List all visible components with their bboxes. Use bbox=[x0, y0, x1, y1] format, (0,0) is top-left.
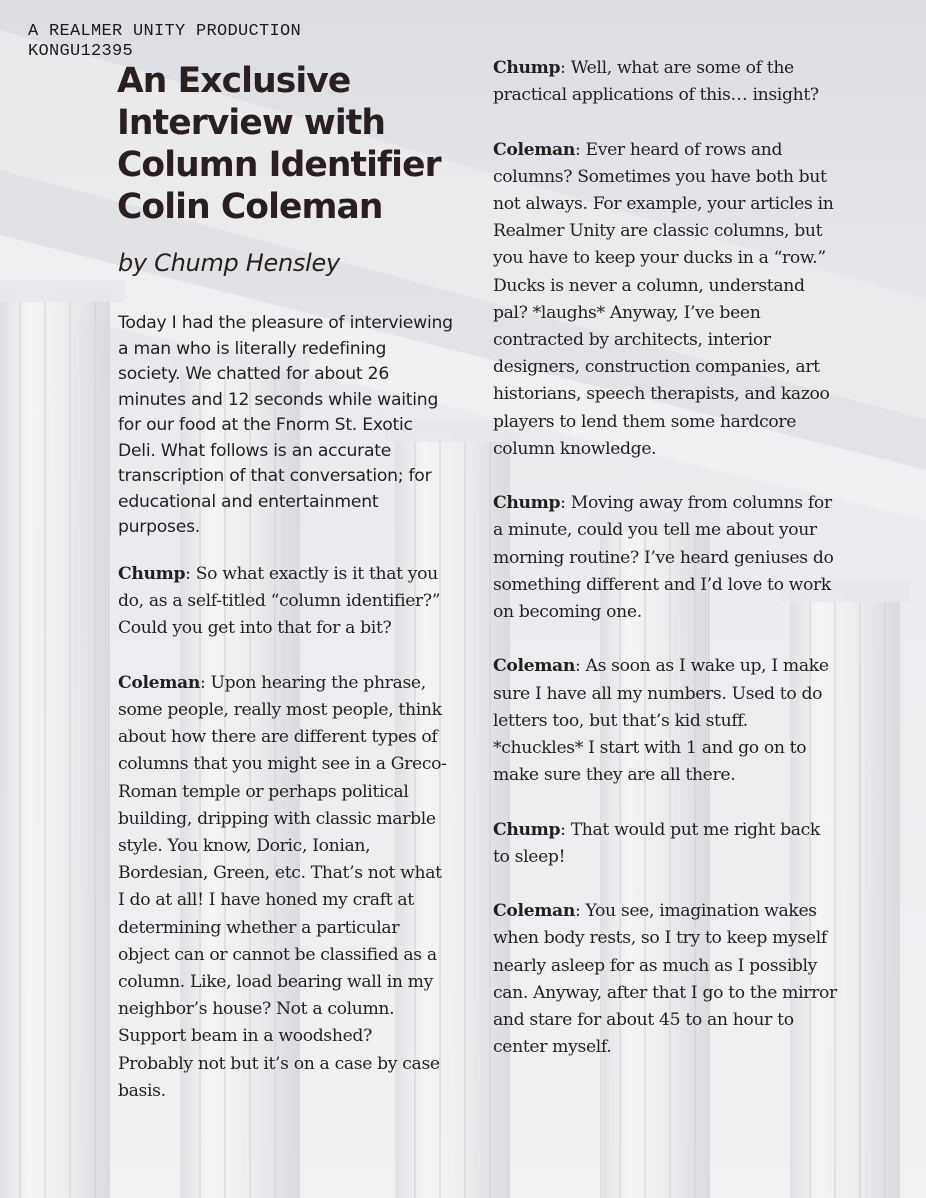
article-intro: Today I had the pleasure of interviewing a man who is literally redefining society. We chatted for about 26 minutes and 12 seconds while waiting for our food at the Fnorm St. Exotic Deli. What follows is an accurate transcription of that conversation; for educational and entertainment purposes. bbox=[118, 313, 453, 537]
dialogue-text: : Upon hearing the phrase, some people, really most people, think about how there are different types of columns that you might see in a Greco-Roman temple or perhaps political building, dripping with classic marble style. You know, Doric, Ionian, Bordesian, Green, etc. That’s not what I do at all! I have honed my craft at determining whether a particular object can or cannot be classified as a column. Like, load bearing wall in my neighbor’s house? Not a column. Support beam in a woodshed? Probably not but it’s on a case by case basis. bbox=[118, 672, 447, 1101]
stamp-line-code: KONGU12395 bbox=[28, 42, 134, 61]
production-stamp bbox=[28, 22, 301, 62]
speaker-name: Coleman bbox=[118, 672, 200, 693]
speaker-name: Chump bbox=[493, 493, 561, 514]
dialogue-text: : As soon as I wake up, I make sure I have all my numbers. Used to do letters too, but that’s kid stuff. *chuckles* I start with 1 and go on to make sure they are all there. bbox=[493, 656, 829, 786]
dialogue-text: : Ever heard of rows and columns? Sometimes you have both but not always. For example, your articles in Realmer Unity are classic columns, but you have to keep your ducks in a “row.” Ducks is never a column, understand pal? *laughs* Anyway, I’ve been contracted by architects, interior designers, construction companies, art historians, speech therapists, and kazoo players to lend them some hardcore column knowledge. bbox=[493, 139, 834, 459]
dialogue-text: : That would put me right back to sleep! bbox=[493, 819, 820, 867]
speaker-name: Coleman bbox=[493, 139, 575, 160]
left-column bbox=[118, 561, 448, 1132]
dialogue-paragraph bbox=[493, 817, 838, 871]
speaker-name: Chump bbox=[493, 58, 561, 78]
article-byline: by Chump Hensley bbox=[118, 249, 340, 277]
dialogue-text: : So what exactly is it that you do, as a self-titled “column identifier?” Could you get into that for a bit? bbox=[118, 564, 441, 639]
right-column bbox=[493, 55, 838, 1089]
dialogue-text: : Moving away from columns for a minute, could you tell me about your morning routine? I’ve heard geniuses do something different and I’d love to work on becoming one. bbox=[493, 493, 834, 623]
dialogue-paragraph bbox=[493, 653, 838, 789]
dialogue-text: : Well, what are some of the practical applications of this… insight? bbox=[493, 58, 819, 106]
dialogue-paragraph bbox=[493, 898, 838, 1061]
speaker-name: Coleman bbox=[493, 656, 575, 677]
dialogue-paragraph bbox=[493, 137, 838, 463]
speaker-name: Coleman bbox=[493, 901, 575, 922]
dialogue-paragraph bbox=[118, 561, 448, 643]
article-title: An Exclusive Interview with Column Identifier Colin Coleman bbox=[117, 61, 441, 227]
stamp-line-production: A REALMER UNITY PRODUCTION bbox=[28, 22, 302, 41]
speaker-name: Chump bbox=[493, 819, 561, 840]
dialogue-text: : You see, imagination wakes when body rests, so I try to keep myself nearly asleep for as much as I possibly can. Anyway, after that I go to the mirror and stare for about 45 to an hour to center myself. bbox=[493, 901, 837, 1058]
speaker-name: Chump bbox=[118, 564, 186, 584]
dialogue-paragraph bbox=[493, 55, 838, 109]
dialogue-paragraph bbox=[118, 670, 448, 1105]
dialogue-paragraph bbox=[493, 490, 838, 626]
